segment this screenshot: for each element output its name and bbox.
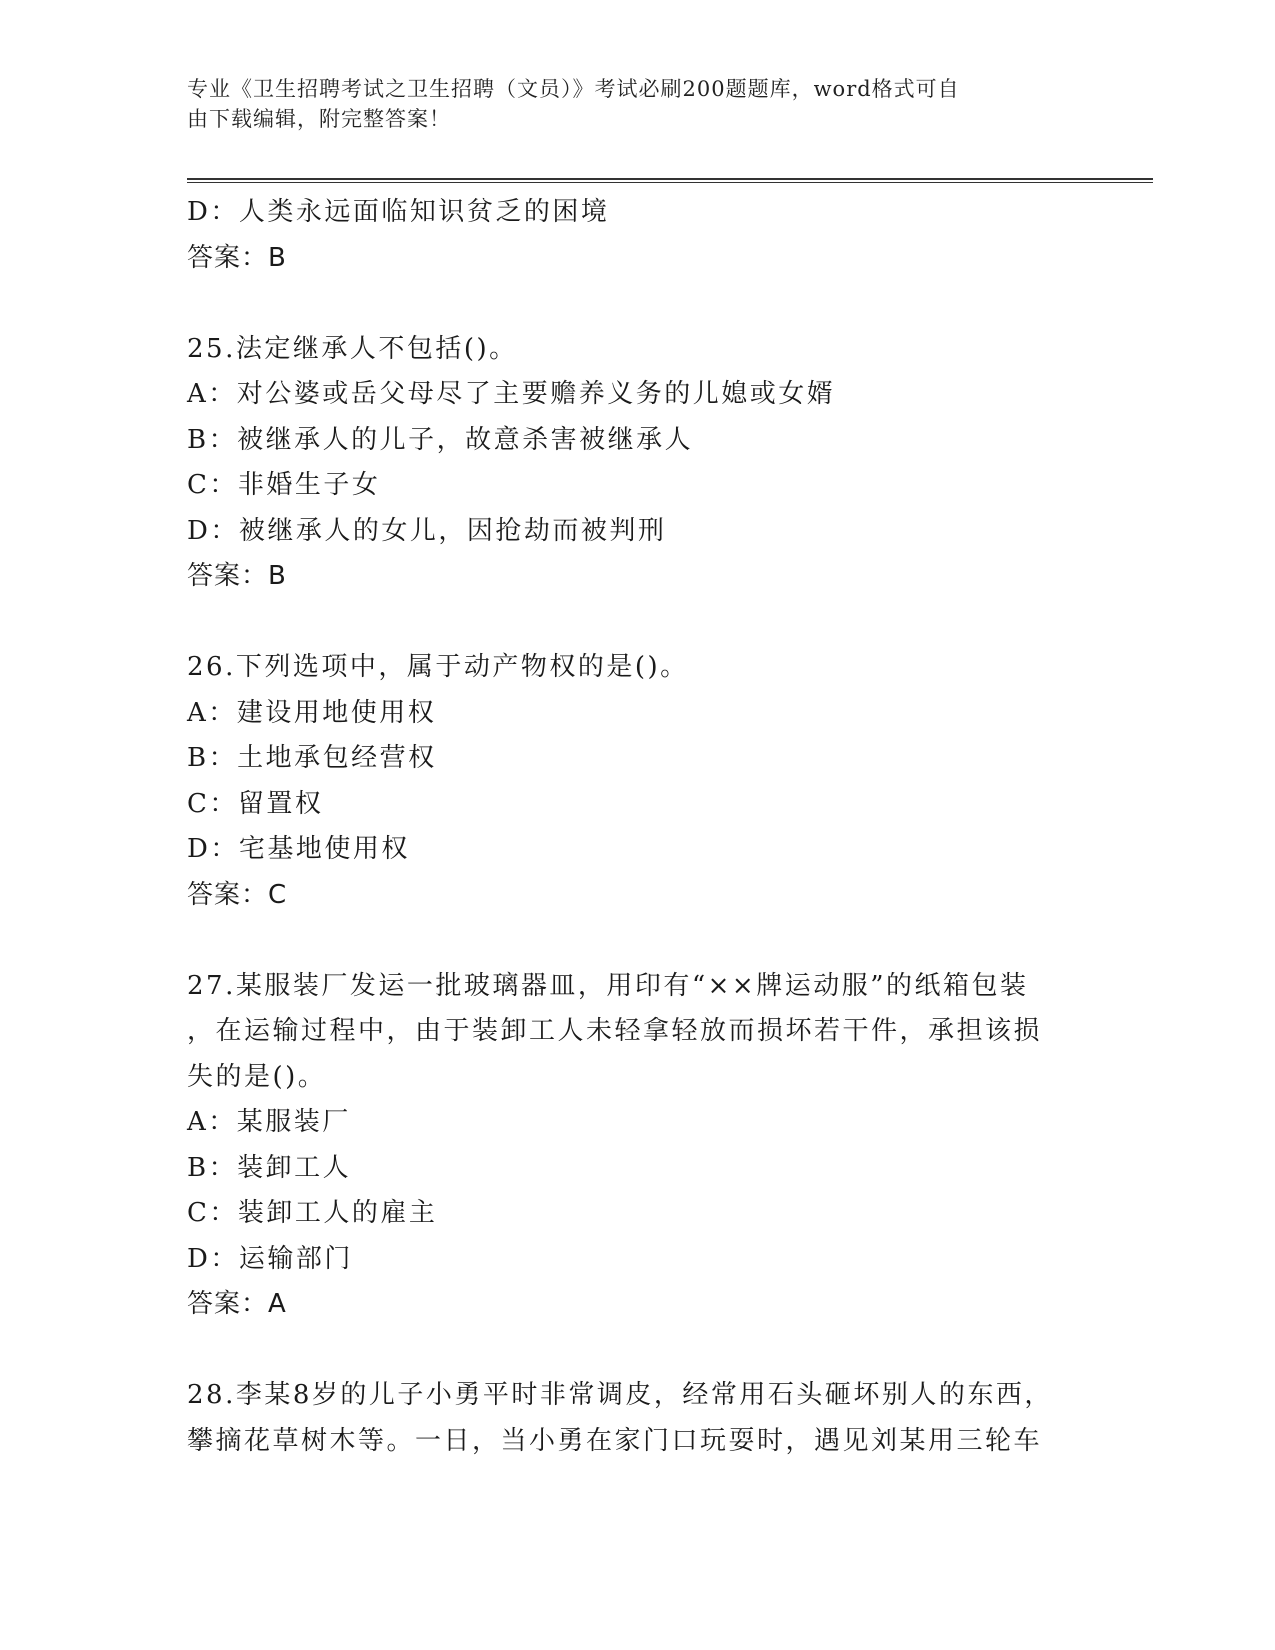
q26-option-c: C：留置权: [187, 788, 324, 819]
q27-stem-line-2: ，在运输过程中，由于装卸工人未轻拿轻放而损坏若干件，承担该损: [187, 1016, 1043, 1046]
q25-stem: 25.法定继承人不包括()。: [187, 333, 518, 364]
document-body: [187, 190, 1087, 1464]
q27-option-d: D：运输部门: [187, 1243, 353, 1274]
spacer: [187, 918, 1087, 964]
q26-stem: 26.下列选项中，属于动产物权的是()。: [187, 652, 689, 682]
q27-option-c: C：装卸工人的雇主: [187, 1198, 438, 1228]
q25-option-c: C：非婚生子女: [187, 470, 381, 500]
q26-answer: 答案：C: [187, 879, 288, 910]
q25-option-d: D：被继承人的女儿，因抢劫而被判刑: [187, 515, 667, 546]
header-divider: [187, 178, 1153, 183]
q27-stem-line-1: 27.某服装厂发运一批玻璃器皿，用印有“××牌运动服”的纸箱包装: [187, 970, 1029, 1001]
q28-stem-line-2: 攀摘花草树木等。一日，当小勇在家门口玩耍时，遇见刘某用三轮车: [187, 1425, 1043, 1456]
q25-option-b: B：被继承人的儿子，故意杀害被继承人: [187, 424, 694, 455]
question-27: [187, 964, 1087, 1328]
q24-answer: 答案：B: [187, 242, 287, 273]
header-title-line-1: 专业《卫生招聘考试之卫生招聘（文员）》考试必刷200题题库，word格式可自: [187, 77, 960, 101]
q25-answer: 答案：B: [187, 561, 287, 591]
q26-option-d: D：宅基地使用权: [187, 834, 410, 864]
question-26: [187, 645, 1087, 918]
q25-option-a: A：对公婆或岳父母尽了主要赡养义务的儿媳或女婿: [187, 379, 836, 409]
q26-option-b: B：土地承包经营权: [187, 743, 437, 773]
q28-stem-line-1: 28.李某8岁的儿子小勇平时非常调皮，经常用石头砸坏别人的东西，: [187, 1380, 1053, 1410]
q27-stem-line-3: 失的是()。: [187, 1061, 327, 1092]
question-25: [187, 327, 1087, 600]
spacer: [187, 281, 1087, 327]
page-header: [187, 74, 1067, 134]
q26-option-a: A：建设用地使用权: [187, 697, 437, 728]
question-28: [187, 1373, 1087, 1464]
spacer: [187, 1328, 1087, 1374]
spacer: [187, 600, 1087, 646]
q24-option-d: D：人类永远面临知识贫乏的困境: [187, 197, 610, 227]
q27-answer: 答案：A: [187, 1289, 287, 1319]
q27-option-b: B：装卸工人: [187, 1152, 352, 1183]
q27-option-a: A：某服装厂: [187, 1107, 351, 1137]
header-title-line-2: 由下载编辑，附完整答案！: [187, 107, 451, 131]
